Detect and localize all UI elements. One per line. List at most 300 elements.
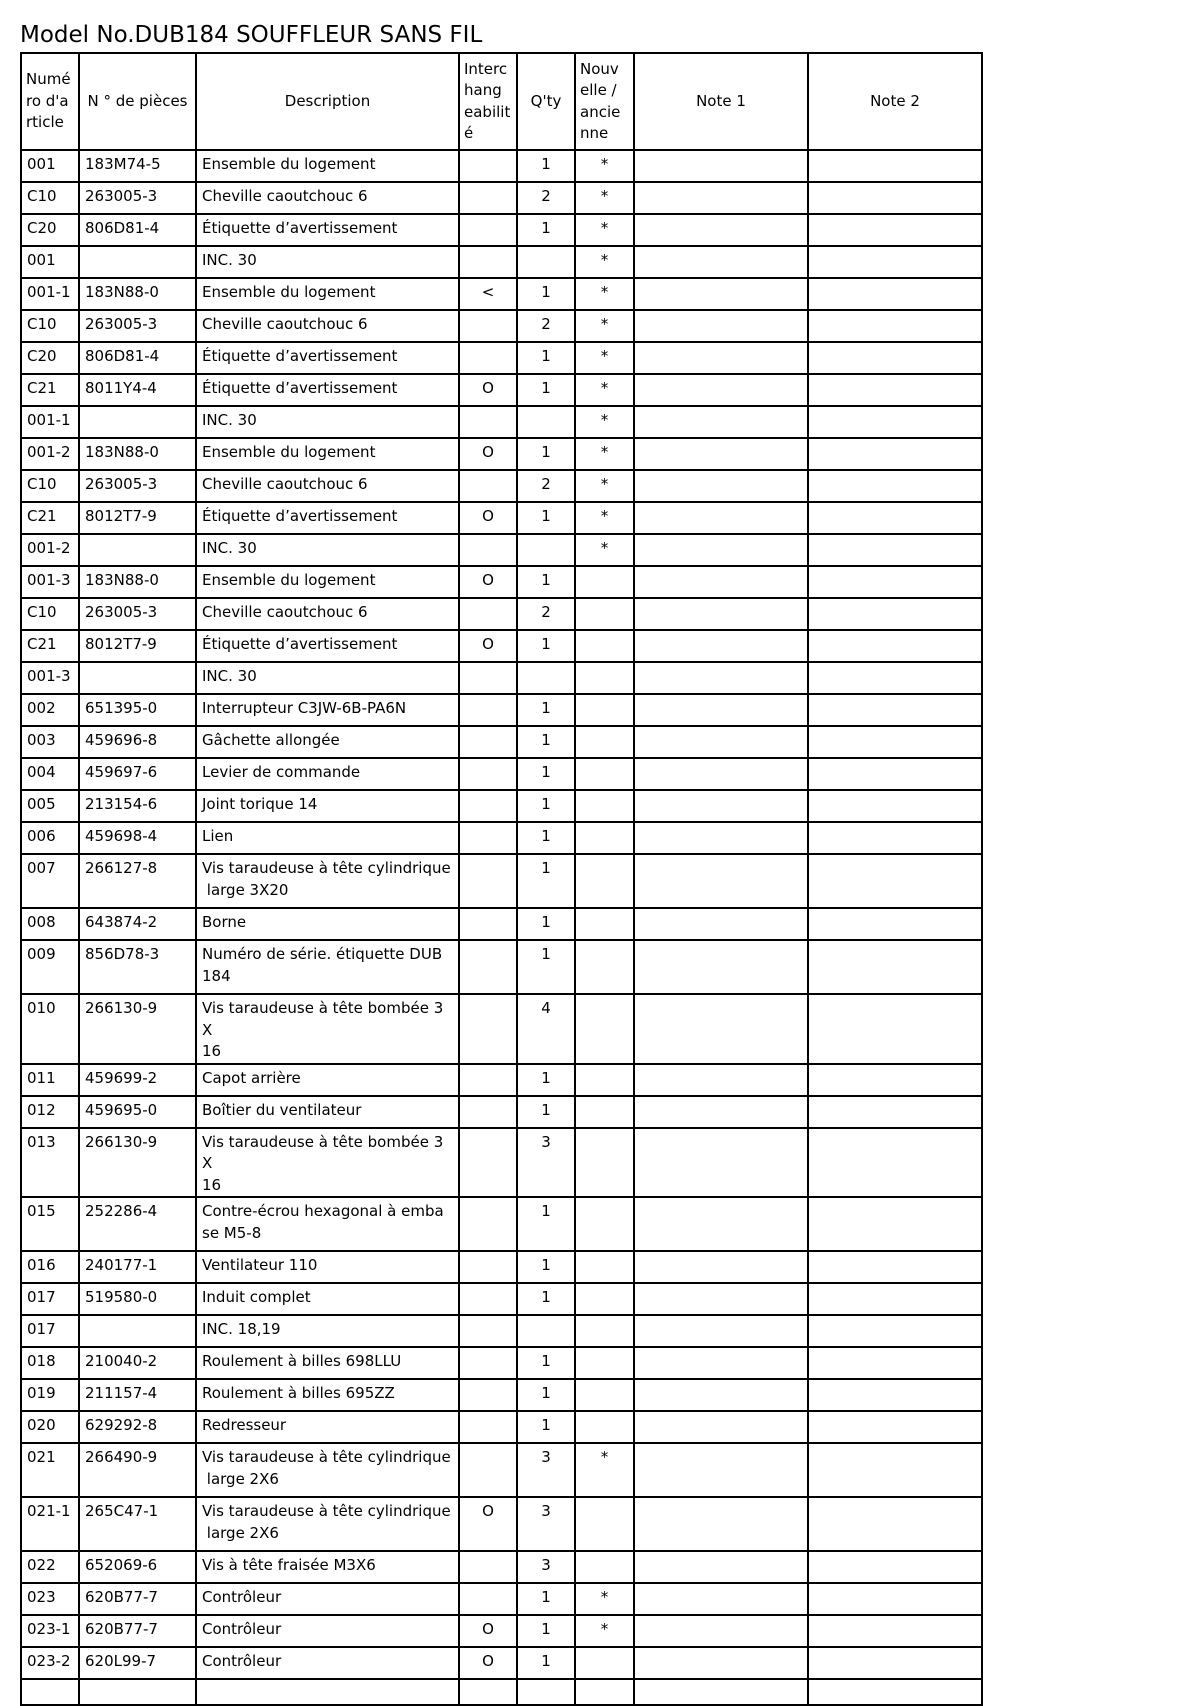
cell-item-no: 001 [21,150,79,182]
cell-description: INC. 18,19 [196,1315,459,1347]
cell-note-2 [808,246,982,278]
cell-part-no: 856D78-3 [79,940,196,994]
cell-note-1 [634,1583,808,1615]
cell-note-1 [634,310,808,342]
cell-qty: 3 [517,1443,575,1497]
table-row [21,502,982,534]
cell-new-old [575,1064,634,1096]
cell-interchangeability [459,726,517,758]
cell-interchangeability [459,994,517,1064]
cell-note-1 [634,1096,808,1128]
cell-qty: 1 [517,566,575,598]
cell-qty: 3 [517,1497,575,1551]
cell-note-2 [808,278,982,310]
cell-part-no: 265C47-1 [79,1497,196,1551]
cell-note-2 [808,1251,982,1283]
cell-interchangeability [459,182,517,214]
cell-item-no: 001-3 [21,566,79,598]
table-row [21,994,982,1064]
cell-interchangeability: O [459,1497,517,1551]
table-row [21,1411,982,1443]
cell-note-1 [634,994,808,1064]
cell-item-no: 021-1 [21,1497,79,1551]
cell-description: INC. 30 [196,534,459,566]
cell-description: Contre-écrou hexagonal à emba se M5-8 [196,1197,459,1251]
table-row [21,470,982,502]
cell-item-no: 020 [21,1411,79,1443]
cell-note-1 [634,854,808,908]
cell-new-old [575,694,634,726]
cell-item-no: 004 [21,758,79,790]
cell-qty: 3 [517,1551,575,1583]
cell-interchangeability [459,406,517,438]
cell-description: Vis taraudeuse à tête cylindrique large 3X20 [196,854,459,908]
cell-interchangeability [459,342,517,374]
table-row [21,822,982,854]
cell-part-no: 652069-6 [79,1551,196,1583]
cell-item-no: 018 [21,1347,79,1379]
cell-note-2 [808,940,982,994]
table-row [21,1497,982,1551]
cell-note-1 [634,1497,808,1551]
cell-note-1 [634,1251,808,1283]
cell-item-no: 023 [21,1583,79,1615]
cell-interchangeability [459,1064,517,1096]
cell-item-no: 017 [21,1315,79,1347]
cell-part-no: 210040-2 [79,1347,196,1379]
table-row [21,182,982,214]
cell-item-no: 002 [21,694,79,726]
cell-item-no: 006 [21,822,79,854]
cell-part-no [79,1315,196,1347]
cell-new-old [575,758,634,790]
table-row [21,854,982,908]
table-row [21,1379,982,1411]
cell-note-2 [808,1615,982,1647]
table-row [21,1615,982,1647]
cell-note-1 [634,1647,808,1679]
cell-qty: 1 [517,630,575,662]
cell-qty: 1 [517,790,575,822]
cell-interchangeability [459,310,517,342]
cell-interchangeability [459,854,517,908]
cell-qty: 1 [517,726,575,758]
table-row [21,342,982,374]
cell-description: Étiquette d’avertissement [196,214,459,246]
cell-part-no: 183N88-0 [79,438,196,470]
cell-description: Contrôleur [196,1647,459,1679]
cell-note-2 [808,1064,982,1096]
cell-item-no: 022 [21,1551,79,1583]
cell-note-1 [634,278,808,310]
cell-description: Borne [196,908,459,940]
cell-new-old: * [575,406,634,438]
table-row [21,726,982,758]
cell-qty: 1 [517,694,575,726]
cell-new-old [575,726,634,758]
cell-note-1 [634,470,808,502]
cell-note-1 [634,246,808,278]
cell-note-2 [808,630,982,662]
cell-qty: 1 [517,1615,575,1647]
cell-qty: 1 [517,908,575,940]
cell-part-no: 263005-3 [79,598,196,630]
cell-new-old [575,598,634,630]
cell-new-old [575,1647,634,1679]
cell-new-old [575,854,634,908]
header-description: Description [196,53,459,150]
cell-description: Capot arrière [196,1064,459,1096]
cell-item-no: C21 [21,630,79,662]
cell-item-no: C21 [21,374,79,406]
cell-part-no: 629292-8 [79,1411,196,1443]
cell-item-no: C10 [21,598,79,630]
cell-item-no: 001-2 [21,534,79,566]
cell-note-1 [634,822,808,854]
table-row [21,1283,982,1315]
cell-new-old [575,566,634,598]
cell-item-no: 011 [21,1064,79,1096]
table-row [21,694,982,726]
cell-description: Numéro de série. étiquette DUB 184 [196,940,459,994]
cell-note-1 [634,214,808,246]
cell-note-1 [634,940,808,994]
cell-part-no: 620B77-7 [79,1615,196,1647]
cell-note-1 [634,150,808,182]
cell-description: INC. 30 [196,662,459,694]
cell-note-2 [808,1283,982,1315]
cell-description: Vis taraudeuse à tête bombée 3X 16 [196,994,459,1064]
cell-note-1 [634,1347,808,1379]
cell-description: Lien [196,822,459,854]
cell-new-old [575,1128,634,1198]
cell-interchangeability [459,214,517,246]
table-row [21,662,982,694]
cell-interchangeability [459,470,517,502]
cell-note-2 [808,310,982,342]
table-row [21,1347,982,1379]
cell-description: Vis taraudeuse à tête cylindrique large 2X6 [196,1497,459,1551]
page-title: Model No.DUB184 SOUFFLEUR SANS FIL [20,22,483,48]
cell-item-no: 023-2 [21,1647,79,1679]
cell-qty: 1 [517,854,575,908]
cell-new-old [575,1197,634,1251]
header-qty: Q'ty [517,53,575,150]
cell-item-no: 009 [21,940,79,994]
cell-note-2 [808,150,982,182]
cell-note-1 [634,1379,808,1411]
table-row [21,758,982,790]
cell-new-old: * [575,246,634,278]
cell-interchangeability [459,1283,517,1315]
cell-interchangeability [459,1443,517,1497]
cell-note-1 [634,374,808,406]
cell-note-1 [634,406,808,438]
table-row [21,908,982,940]
cell-note-2 [808,502,982,534]
cell-new-old: * [575,310,634,342]
table-row [21,310,982,342]
cell-note-2 [808,1647,982,1679]
cell-item-no: 007 [21,854,79,908]
cell-note-2 [808,1551,982,1583]
cell-description: Roulement à billes 695ZZ [196,1379,459,1411]
cell-new-old: * [575,182,634,214]
cell-interchangeability [459,150,517,182]
cell-description: Joint torique 14 [196,790,459,822]
cell-note-1 [634,1064,808,1096]
cell-interchangeability [459,662,517,694]
cell-part-no [79,406,196,438]
cell-interchangeability: O [459,1615,517,1647]
cell-item-no: C10 [21,470,79,502]
cell-note-2 [808,566,982,598]
cell-interchangeability [459,1411,517,1443]
cell-note-2 [808,1583,982,1615]
cell-qty: 1 [517,1347,575,1379]
cell-note-1 [634,1197,808,1251]
cell-interchangeability [459,822,517,854]
table-row [21,1583,982,1615]
cell-new-old: * [575,470,634,502]
cell-interchangeability [459,1583,517,1615]
cell-part-no: 263005-3 [79,470,196,502]
cell-note-2 [808,598,982,630]
cell-note-1 [634,758,808,790]
cell-qty: 2 [517,470,575,502]
cell-qty: 1 [517,374,575,406]
cell-note-1 [634,662,808,694]
cell-note-1 [634,790,808,822]
header-new-old: Nouv elle / ancie nne [575,53,634,150]
cell-interchangeability [459,534,517,566]
cell-interchangeability [459,694,517,726]
cell-item-no: 012 [21,1096,79,1128]
cell-item-no: 021 [21,1443,79,1497]
cell-qty: 1 [517,214,575,246]
cell-note-1 [634,534,808,566]
cell-item-no: C21 [21,502,79,534]
cell-item-no: 001-3 [21,662,79,694]
cell-new-old [575,1251,634,1283]
cell-part-no [79,662,196,694]
cell-note-2 [808,214,982,246]
cell-new-old [575,822,634,854]
cell-description: Vis à tête fraisée M3X6 [196,1551,459,1583]
cell-interchangeability: O [459,438,517,470]
cell-description: Vis taraudeuse à tête cylindrique large 2X6 [196,1443,459,1497]
cell-new-old: * [575,214,634,246]
header-part-no: N ° de pièces [79,53,196,150]
cell-qty: 1 [517,502,575,534]
cell-note-1 [634,438,808,470]
cell-part-no: 459698-4 [79,822,196,854]
cell-description: Ventilateur 110 [196,1251,459,1283]
cell-note-1 [634,1315,808,1347]
cell-item-no: 017 [21,1283,79,1315]
table-row [21,214,982,246]
cell-description: Levier de commande [196,758,459,790]
table-row [21,566,982,598]
cell-qty: 1 [517,278,575,310]
cell-description: Cheville caoutchouc 6 [196,598,459,630]
cell-description: INC. 30 [196,406,459,438]
cell-item-no: 001 [21,246,79,278]
cell-item-no: 023-1 [21,1615,79,1647]
cell-part-no: 266127-8 [79,854,196,908]
cell-note-2 [808,854,982,908]
table-row [21,374,982,406]
cell-qty [517,662,575,694]
cell-item-no: 005 [21,790,79,822]
cell-item-no: C10 [21,182,79,214]
cell-interchangeability: O [459,502,517,534]
cell-qty [517,246,575,278]
cell-part-no: 651395-0 [79,694,196,726]
cell-interchangeability: < [459,278,517,310]
cell-new-old [575,630,634,662]
cell-interchangeability: O [459,1647,517,1679]
cell-new-old [575,1096,634,1128]
cell-interchangeability [459,1347,517,1379]
cell-new-old: * [575,374,634,406]
cell-qty: 1 [517,1379,575,1411]
cell-qty: 2 [517,182,575,214]
cell-note-2 [808,1096,982,1128]
table-row [21,406,982,438]
cell-description: Ensemble du logement [196,278,459,310]
cell-description: Cheville caoutchouc 6 [196,470,459,502]
cell-description: Ensemble du logement [196,566,459,598]
cell-note-1 [634,908,808,940]
cell-qty [517,406,575,438]
cell-note-2 [808,790,982,822]
cell-part-no: 263005-3 [79,182,196,214]
cell-interchangeability: O [459,566,517,598]
cell-note-1 [634,1283,808,1315]
cell-note-1 [634,182,808,214]
cell-qty: 1 [517,758,575,790]
cell-part-no: 8012T7-9 [79,630,196,662]
cell-description: Redresseur [196,1411,459,1443]
cell-part-no: 183N88-0 [79,566,196,598]
cell-note-2 [808,406,982,438]
table-row [21,598,982,630]
cell-new-old: * [575,438,634,470]
cell-new-old [575,1379,634,1411]
cell-note-2 [808,534,982,566]
table-row [21,438,982,470]
cell-note-1 [634,566,808,598]
cell-new-old [575,790,634,822]
table-row [21,1197,982,1251]
cell-part-no: 459697-6 [79,758,196,790]
cell-new-old: * [575,150,634,182]
cell-qty: 1 [517,1647,575,1679]
cell-interchangeability [459,908,517,940]
cell-note-1 [634,1615,808,1647]
cell-note-1 [634,1128,808,1198]
cell-part-no: 459699-2 [79,1064,196,1096]
cell-note-2 [808,758,982,790]
cell-part-no: 8012T7-9 [79,502,196,534]
table-row [21,1551,982,1583]
cell-item-no: 003 [21,726,79,758]
cell-new-old [575,1283,634,1315]
cell-qty [517,534,575,566]
cell-description: Ensemble du logement [196,438,459,470]
cell-note-2 [808,1347,982,1379]
cell-new-old [575,908,634,940]
cell-qty: 1 [517,1583,575,1615]
cell-description: Étiquette d’avertissement [196,374,459,406]
cell-qty: 1 [517,1096,575,1128]
table-row [21,1251,982,1283]
cell-note-1 [634,630,808,662]
cell-interchangeability [459,790,517,822]
cell-note-2 [808,374,982,406]
cell-qty: 1 [517,1411,575,1443]
cell-note-2 [808,1411,982,1443]
table-row [21,534,982,566]
cell-note-2 [808,1197,982,1251]
cell-description: Boîtier du ventilateur [196,1096,459,1128]
cell-interchangeability [459,1251,517,1283]
cell-qty: 1 [517,150,575,182]
cell-description: INC. 30 [196,246,459,278]
cell-part-no: 213154-6 [79,790,196,822]
cell-new-old: * [575,342,634,374]
cell-note-2 [808,662,982,694]
cell-part-no [79,246,196,278]
cell-interchangeability [459,1128,517,1198]
cell-interchangeability [459,940,517,994]
cell-part-no: 211157-4 [79,1379,196,1411]
cell-new-old: * [575,278,634,310]
cell-item-no: 016 [21,1251,79,1283]
cell-item-no: 010 [21,994,79,1064]
table-row [21,1128,982,1198]
header-note-1: Note 1 [634,53,808,150]
cell-qty: 1 [517,342,575,374]
cell-description: Roulement à billes 698LLU [196,1347,459,1379]
table-row [21,278,982,310]
table-header-row [21,53,982,150]
cell-part-no: 183M74-5 [79,150,196,182]
cell-note-1 [634,694,808,726]
cell-part-no: 240177-1 [79,1251,196,1283]
cell-qty: 3 [517,1128,575,1198]
cell-item-no: C10 [21,310,79,342]
table-row [21,246,982,278]
cell-item-no: 001-1 [21,278,79,310]
cell-interchangeability [459,246,517,278]
cell-description: Contrôleur [196,1583,459,1615]
parts-table-body [21,150,982,1705]
cell-qty: 1 [517,1251,575,1283]
cell-note-1 [634,726,808,758]
cell-new-old [575,1411,634,1443]
cell-note-2 [808,470,982,502]
cell-part-no: 8011Y4-4 [79,374,196,406]
cell-interchangeability [459,1315,517,1347]
table-row [21,1315,982,1347]
cell-note-2 [808,182,982,214]
cell-note-1 [634,342,808,374]
cell-note-1 [634,502,808,534]
cell-new-old: * [575,1583,634,1615]
table-row [21,150,982,182]
